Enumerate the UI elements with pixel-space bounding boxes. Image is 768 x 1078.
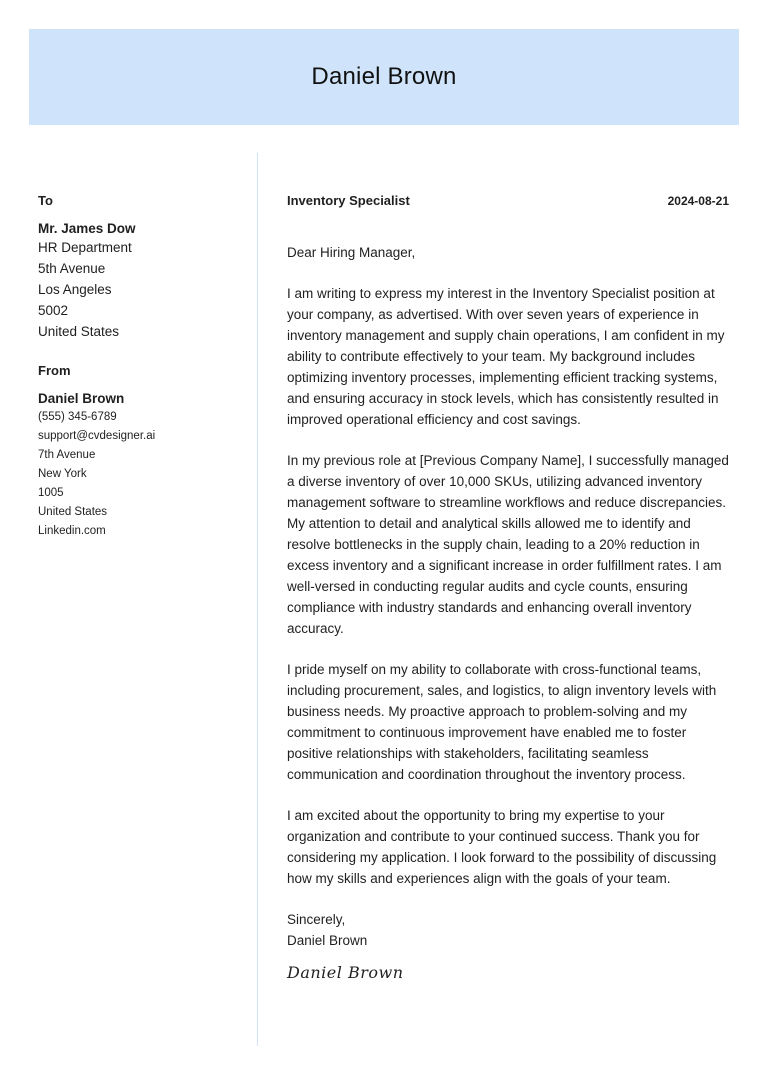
sender-line: 7th Avenue	[38, 449, 96, 461]
recipient-line: Los Angeles	[38, 282, 112, 297]
paragraph: In my previous role at [Previous Company Name], I successfully managed a diverse inventory of over 10,000 SKUs, utilizing advanced inventory management software to streamline workflows and reduce discrepancies. My attention to detail and analytical skills allowed me to identify and resolve bottlenecks in the supply chain, leading to a 20% reduction in excess inventory and a significant increase in order fulfillment rates. I am well-versed in conducting regular audits and cycle counts, ensuring compliance with industry standards and enhancing overall inventory accuracy.	[287, 453, 729, 636]
paragraph: I am excited about the opportunity to bring my expertise to your organization and contribute to your continued success. Thank you for considering my application. I look forward to the possibility of discussing how my skills and experiences align with the goals of your team.	[287, 808, 717, 886]
sender-heading: From	[38, 363, 71, 378]
signature: Daniel Brown	[287, 963, 404, 982]
salutation: Dear Hiring Manager,	[287, 245, 416, 260]
letter-date: 2024-08-21	[667, 194, 729, 208]
recipient-address	[38, 237, 243, 342]
applicant-name: Daniel Brown	[311, 63, 457, 90]
sender-phone: (555) 345-6789	[38, 411, 117, 423]
closing	[287, 909, 729, 951]
recipient-line: 5002	[38, 303, 69, 318]
sender-website: Linkedin.com	[38, 525, 106, 537]
job-title: Inventory Specialist	[287, 193, 410, 208]
paragraph: I am writing to express my interest in the Inventory Specialist position at your company, as advertised. With over seven years of experience in inventory management and supply chain operations, I am confident in my ability to contribute effectively to your team. My background includes optimizing inventory processes, implementing efficient tracking systems, and ensuring accuracy in stock levels, which has consistently resulted in improved operational efficiency and cost savings.	[287, 286, 725, 427]
recipient-line: 5th Avenue	[38, 261, 106, 276]
letter-body	[287, 193, 729, 982]
letter-title-row	[287, 193, 729, 208]
recipient-heading: To	[38, 193, 53, 208]
recipient-line: United States	[38, 324, 120, 339]
header-banner	[29, 29, 739, 125]
sidebar	[38, 193, 243, 541]
sender-email: support@cvdesigner.ai	[38, 430, 156, 442]
sender-line: 1005	[38, 487, 64, 499]
recipient-name: Mr. James Dow	[38, 221, 136, 236]
recipient-line: HR Department	[38, 240, 132, 255]
recipient-block	[38, 193, 243, 342]
sender-name: Daniel Brown	[38, 391, 125, 406]
column-divider	[257, 153, 258, 1046]
sender-line: New York	[38, 468, 87, 480]
closing-phrase: Sincerely,	[287, 912, 346, 927]
sender-contact	[38, 408, 243, 541]
paragraph: I pride myself on my ability to collaborate with cross-functional teams, including procurement, sales, and logistics, to align inventory levels with business needs. My proactive approach to problem-solving and my commitment to continuous improvement have enabled me to foster positive relationships with stakeholders, facilitating seamless communication and coordination throughout the inventory process.	[287, 662, 717, 782]
closing-name: Daniel Brown	[287, 933, 368, 948]
sender-line: United States	[38, 506, 108, 518]
sender-block	[38, 363, 243, 541]
